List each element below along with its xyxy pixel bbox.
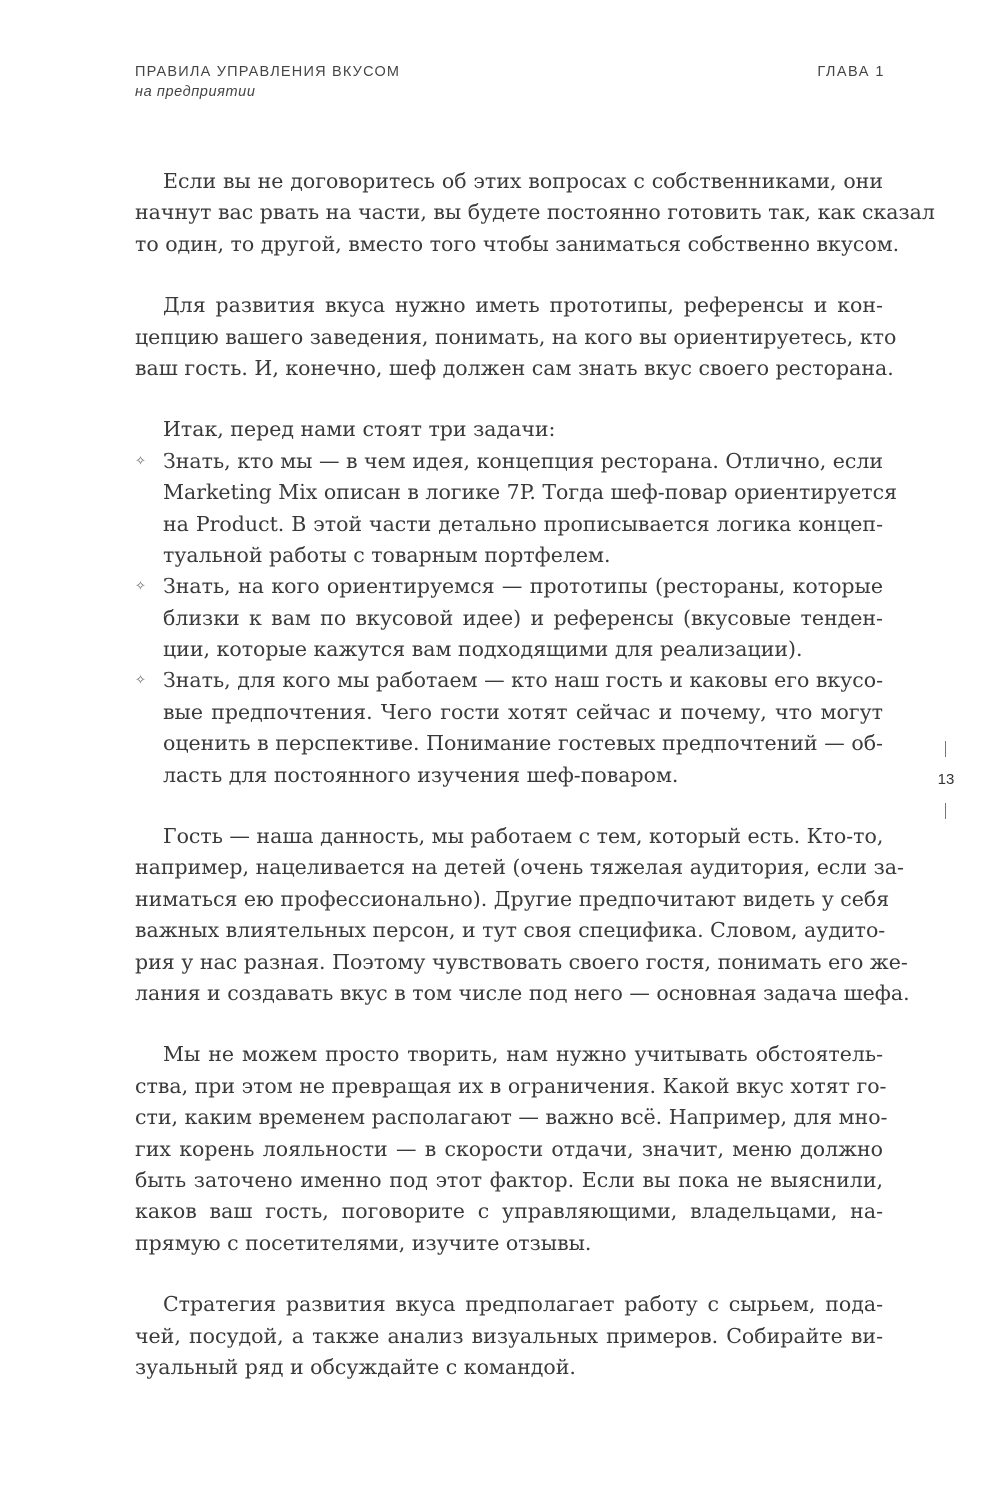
text-line: ласть для постоянного изучения шеф-поваром. bbox=[163, 762, 679, 787]
text-line: близки к вам по вкусовой идее) и референсы (вкусовые тенден- bbox=[163, 605, 883, 630]
book-title: ПРАВИЛА УПРАВЛЕНИЯ ВКУСОМ bbox=[135, 64, 401, 80]
list-item bbox=[135, 665, 883, 791]
text-line: то один, то другой, вместо того чтобы заниматься собственно вкусом. bbox=[135, 231, 900, 256]
text-line: туальной работы с товарным портфелем. bbox=[163, 542, 611, 567]
diamond-bullet-icon: ✧ bbox=[135, 673, 146, 689]
text-line: каков ваш гость, поговорите с управляющими, владельцами, на- bbox=[135, 1199, 883, 1224]
paragraph bbox=[135, 290, 897, 384]
text-line: цепцию вашего заведения, понимать, на кого вы ориентируетесь, кто bbox=[135, 324, 897, 349]
text-line: лания и создавать вкус в том числе под него — основная задача шефа. bbox=[135, 980, 910, 1005]
list-item bbox=[135, 571, 883, 665]
text-line: на Product. В этой части детально прописывается логика концеп- bbox=[163, 511, 883, 536]
text-line: гих корень лояльности — в скорости отдачи, значит, меню должно bbox=[135, 1136, 883, 1161]
text-line: вые предпочтения. Чего гости хотят сейчас и почему, что могут bbox=[163, 699, 883, 724]
text-line: Если вы не договоритесь об этих вопросах с собственниками, они bbox=[163, 169, 883, 193]
task-list bbox=[135, 446, 898, 791]
page-number: 13 bbox=[937, 771, 955, 788]
text-line: начнут вас рвать на части, вы будете постоянно готовить так, как сказал bbox=[135, 200, 935, 225]
text-line: ваш гость. И, конечно, шеф должен сам знать вкус своего ресторана. bbox=[135, 355, 894, 380]
text-line: Для развития вкуса нужно иметь прототипы, референсы и кон- bbox=[163, 293, 883, 318]
list-intro bbox=[135, 414, 883, 445]
diamond-bullet-icon: ✧ bbox=[135, 579, 146, 595]
text-line: Гость — наша данность, мы работаем с тем, который есть. Кто-то, bbox=[163, 824, 884, 849]
paragraph bbox=[135, 821, 910, 1009]
text-line: прямую с посетителями, изучите отзывы. bbox=[135, 1230, 592, 1255]
paragraph bbox=[135, 1289, 883, 1383]
text-line: например, нацеливается на детей (очень тяжелая аудитория, если за- bbox=[135, 855, 904, 880]
text-line: быть заточено именно под этот фактор. Если вы пока не выяснили, bbox=[135, 1167, 883, 1192]
text-line: чей, посудой, а также анализ визуальных примеров. Собирайте ви- bbox=[135, 1323, 883, 1348]
paragraph bbox=[135, 1039, 888, 1259]
running-header bbox=[135, 62, 885, 102]
text-line: Знать, кто мы — в чем идея, концепция ресторана. Отлично, если bbox=[163, 448, 884, 473]
page-body bbox=[135, 166, 935, 1413]
text-line: сти, каким временем располагают — важно всё. Например, для мно- bbox=[135, 1105, 888, 1130]
text-line: ции, которые кажутся вам подходящими для реализации). bbox=[163, 637, 803, 662]
text-line: оценить в перспективе. Понимание гостевых предпочтений — об- bbox=[163, 731, 883, 756]
list-item bbox=[135, 446, 898, 572]
text-line: Знать, для кого мы работаем — кто наш гость и каковы его вкусо- bbox=[163, 668, 883, 693]
chapter-label: ГЛАВА 1 bbox=[817, 64, 885, 80]
page-marker-tick bbox=[945, 741, 946, 757]
text-line: Знать, на кого ориентируемся — прототипы (рестораны, которые bbox=[163, 574, 883, 599]
text-line: ниматься ею профессионально). Другие предпочитают видеть у себя bbox=[135, 886, 890, 911]
text-line: Marketing Mix описан в логике 7P. Тогда шеф-повар ориентируется bbox=[163, 480, 898, 505]
text-line: ства, при этом не превращая их в ограничения. Какой вкус хотят го- bbox=[135, 1073, 887, 1098]
text-line: зуальный ряд и обсуждайте с командой. bbox=[135, 1354, 576, 1379]
paragraph bbox=[135, 166, 935, 260]
text-line: важных влиятельных персон, и тут своя специфика. Словом, аудито- bbox=[135, 918, 886, 943]
text-line: Мы не можем просто творить, нам нужно учитывать обстоятель- bbox=[163, 1042, 883, 1067]
book-subtitle: на предприятии bbox=[135, 84, 256, 100]
text-line: рия у нас разная. Поэтому чувствовать своего гостя, понимать его же- bbox=[135, 949, 908, 974]
text-line: Стратегия развития вкуса предполагает работу с сырьем, пода- bbox=[163, 1292, 883, 1317]
diamond-bullet-icon: ✧ bbox=[135, 453, 146, 469]
text-line: Итак, перед нами стоят три задачи: bbox=[163, 417, 556, 442]
page-marker-tick bbox=[945, 803, 946, 819]
